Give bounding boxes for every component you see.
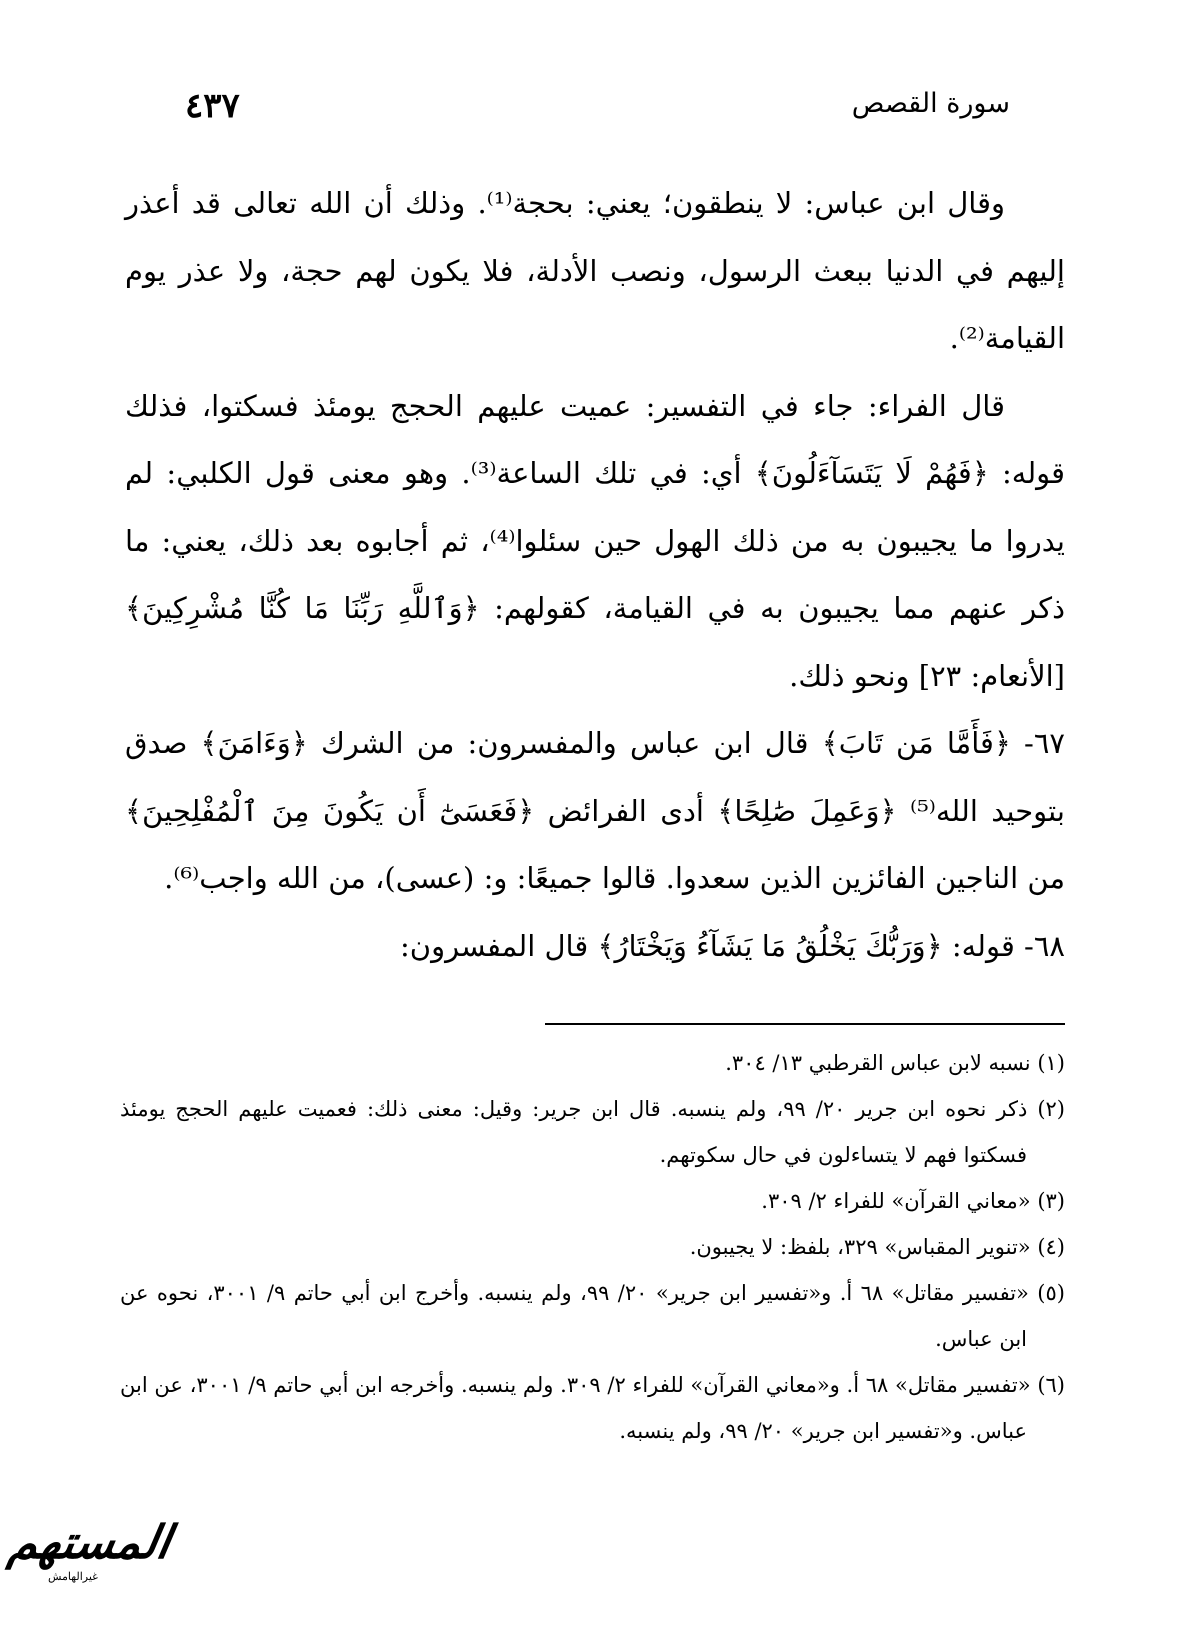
footnote-6: (٦) «تفسير مقاتل» ٦٨ أ. و«معاني القرآن» للفراء ٢/ ٣٠٩. ولم ينسبه. وأخرجه ابن أبي حاتم ٩/ ٣٠٠١، عن ابن عباس. و«تفسير ابن جرير» ٢٠/ ٩٩، ولم ينسبه. — [120, 1373, 1065, 1443]
paragraph-verse-67: ٦٧- ﴿فَأَمَّا مَن تَابَ﴾ قال ابن عباس والمفسرون: من الشرك ﴿وَءَامَنَ﴾ صدق بتوحيد الله⁽⁵⁾ ﴿وَعَمِلَ صَٰلِحًا﴾ أدى الفرائض ﴿فَعَسَىٰٓ أَن يَكُونَ مِنَ ٱلْمُفْلِحِينَ﴾ من الناجين الفائزين الذين سعدوا. قالوا جميعًا: و: (عسى)، من الله واجب⁽⁶⁾. — [125, 726, 1065, 895]
surah-title: سورة القصص — [851, 88, 1010, 119]
footnotes — [120, 1040, 1065, 1454]
footnote-3: (٣) «معاني القرآن» للفراء ٢/ ٣٠٩. — [761, 1189, 1065, 1213]
page-number: ٤٣٧ — [185, 86, 240, 126]
footnote-4: (٤) «تنوير المقباس» ٣٢٩، بلفظ: لا يجيبون. — [689, 1235, 1065, 1259]
stamp-sub-text: غيرالهامش — [48, 1570, 98, 1583]
library-stamp-logo — [5, 1515, 175, 1595]
main-text — [125, 170, 1065, 980]
page-header — [140, 88, 1010, 138]
stamp-main-text: المستهم — [5, 1515, 175, 1569]
footnote-1: (١) نسبه لابن عباس القرطبي ١٣/ ٣٠٤. — [725, 1051, 1065, 1075]
paragraph-verse-68: ٦٨- قوله: ﴿وَرَبُّكَ يَخْلُقُ مَا يَشَآءُ وَيَخْتَارُ﴾ قال المفسرون: — [400, 928, 1065, 963]
paragraph-1: وقال ابن عباس: لا ينطقون؛ يعني: بحجة⁽¹⁾. وذلك أن الله تعالى قد أعذر إليهم في الدنيا ببعث الرسول، ونصب الأدلة، فلا يكون لهم حجة، ولا عذر يوم القيامة⁽²⁾. — [125, 186, 1065, 355]
footnote-divider — [545, 1023, 1065, 1025]
paragraph-2: قال الفراء: جاء في التفسير: عميت عليهم الحجج يومئذ فسكتوا، فذلك قوله: ﴿فَهُمْ لَا يَتَسَآءَلُونَ﴾ أي: في تلك الساعة⁽³⁾. وهو معنى قول الكلبي: لم يدروا ما يجيبون به من ذلك الهول حين سئلوا⁽⁴⁾، ثم أجابوه بعد ذلك، يعني: ما ذكر عنهم مما يجيبون به في القيامة، كقولهم: ﴿وَٱللَّهِ رَبِّنَا مَا كُنَّا مُشْرِكِينَ﴾ [الأنعام: ٢٣] ونحو ذلك. — [125, 388, 1065, 693]
footnote-2: (٢) ذكر نحوه ابن جرير ٢٠/ ٩٩، ولم ينسبه. قال ابن جرير: وقيل: معنى ذلك: فعميت عليهم الحجج يومئذ فسكتوا فهم لا يتساءلون في حال سكوتهم. — [120, 1097, 1065, 1167]
footnote-5: (٥) «تفسير مقاتل» ٦٨ أ. و«تفسير ابن جرير» ٢٠/ ٩٩، ولم ينسبه. وأخرج ابن أبي حاتم ٩/ ٣٠٠١، نحوه عن ابن عباس. — [120, 1281, 1065, 1351]
